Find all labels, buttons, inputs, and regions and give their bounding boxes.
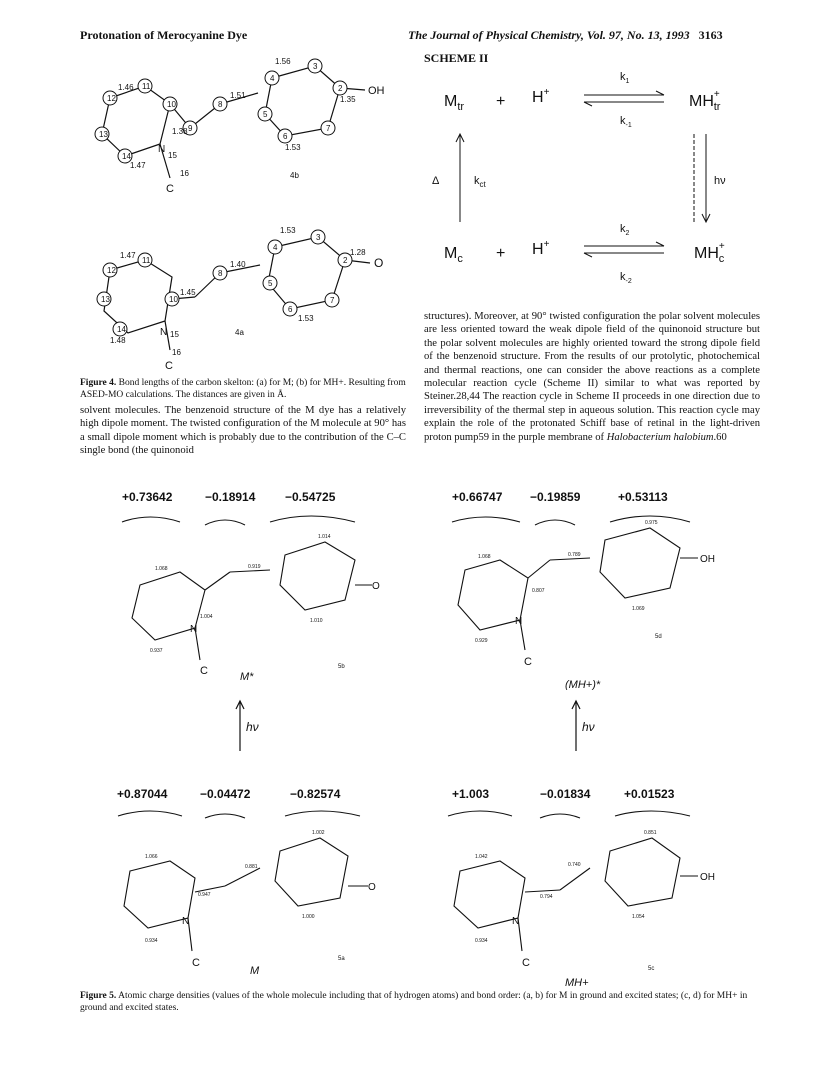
svg-text:12: 12 (107, 94, 116, 103)
charge-5b-1: +0.73642 (122, 490, 173, 504)
figure-5b-structure (110, 510, 390, 690)
scheme-ii (424, 62, 784, 302)
figure-5-caption (80, 990, 760, 1014)
journal-citation (408, 28, 723, 43)
page-number: 3163 (698, 28, 723, 42)
svg-text:C: C (165, 360, 173, 372)
svg-text:C: C (166, 183, 174, 195)
svg-text:OH: OH (368, 85, 385, 97)
charge-5d-2: −0.19859 (530, 490, 581, 504)
svg-text:0.947: 0.947 (198, 892, 211, 898)
svg-text:0.929: 0.929 (475, 638, 488, 644)
svg-text:14: 14 (122, 152, 131, 161)
svg-text:5: 5 (263, 110, 268, 119)
svg-text:11: 11 (142, 82, 151, 91)
svg-text:1.004: 1.004 (200, 614, 213, 620)
svg-text:0.934: 0.934 (145, 938, 158, 944)
svg-text:8: 8 (218, 100, 223, 109)
svg-text:C: C (192, 957, 200, 969)
svg-text:k2: $k_2$ (620, 223, 630, 237)
svg-text:H+: H+ (532, 239, 550, 258)
svg-text:16: 16 (180, 169, 189, 178)
svg-text:Δ: Δ (432, 175, 440, 187)
svg-text:4b: 4b (290, 171, 299, 180)
label-5d: 5d (655, 634, 662, 640)
species-5c: MH+ (565, 977, 589, 986)
hv-label-right: hν (582, 720, 595, 734)
figure-5-caption-label: Figure 5. (80, 991, 117, 1001)
svg-text:k-1: $k_{-1}$ (620, 115, 632, 129)
svg-text:0.937: 0.937 (150, 648, 163, 654)
charge-5a-1: +0.87044 (117, 787, 168, 801)
svg-text:7: 7 (330, 296, 335, 305)
svg-text:N: N (158, 144, 166, 155)
svg-text:OH: OH (700, 872, 715, 883)
svg-text:1.38: 1.38 (172, 127, 188, 136)
svg-text:1.51: 1.51 (230, 91, 246, 100)
svg-text:8: 8 (218, 269, 223, 278)
charge-5b-2: −0.18914 (205, 490, 256, 504)
svg-text:9: 9 (188, 124, 193, 133)
charge-5c-1: +1.003 (452, 787, 490, 801)
svg-text:7: 7 (326, 124, 331, 133)
species-5d: (MH+)* (565, 679, 601, 690)
figure-5-caption-text: Atomic charge densities (values of the whole molecule including that of hydrogen atoms) and bond order: (a, b) for M in ground and excited states; (c, d) for MH+ in ground and excited states. (80, 991, 748, 1013)
svg-text:1.068: 1.068 (478, 554, 491, 560)
svg-text:N: N (160, 327, 168, 338)
svg-text:H+: H+ (532, 87, 550, 106)
svg-text:1.53: 1.53 (280, 226, 296, 235)
svg-text:10: 10 (169, 295, 178, 304)
svg-text:N: N (515, 616, 523, 627)
svg-text:2: 2 (343, 256, 348, 265)
svg-text:3: 3 (316, 233, 321, 242)
svg-text:5: 5 (268, 279, 273, 288)
svg-text:14: 14 (117, 325, 126, 334)
svg-text:15: 15 (170, 330, 179, 339)
figure-5c-structure (440, 806, 740, 986)
right-column-text (424, 310, 760, 444)
svg-text:0.789: 0.789 (568, 552, 581, 558)
svg-text:C: C (524, 656, 532, 668)
reference-end: .60 (713, 431, 727, 443)
svg-text:13: 13 (99, 130, 108, 139)
svg-text:1.47: 1.47 (120, 251, 136, 260)
charge-5d-1: +0.66747 (452, 490, 503, 504)
svg-text:MH+c: MH+ c (694, 241, 725, 265)
svg-text:C: C (200, 665, 208, 677)
svg-text:N: N (182, 916, 190, 927)
svg-text:MH+tr: MH+ tr (689, 89, 721, 113)
svg-text:6: 6 (288, 305, 293, 314)
svg-text:N: N (190, 624, 198, 635)
svg-text:15: 15 (168, 151, 177, 160)
left-column-text: solvent molecules. The benzenoid structure of the M dye has a relatively high dipole moment. The twisted configuration of the M molecule at 90° has a small dipole moment which is probably due to the contribution of the C–C single bond (the quinonoid (80, 405, 406, 457)
svg-text:10: 10 (167, 100, 176, 109)
species-5b: M* (240, 671, 254, 683)
svg-text:1.002: 1.002 (312, 830, 325, 836)
svg-text:1.069: 1.069 (632, 606, 645, 612)
svg-text:k1: $k_1$ (620, 71, 630, 85)
svg-text:hν: hν (714, 175, 726, 187)
svg-text:1.40: 1.40 (230, 260, 246, 269)
scheme-title: SCHEME II (424, 51, 489, 65)
figure-4-caption (80, 377, 410, 401)
figure-4a-structure (80, 225, 410, 375)
svg-text:OH: OH (700, 554, 715, 565)
svg-text:0.934: 0.934 (475, 938, 488, 944)
journal-name: The Journal of Physical Chemistry, Vol. 97, No. 13, 1993 (408, 28, 690, 42)
svg-text:4: 4 (270, 74, 275, 83)
svg-text:1.47: 1.47 (130, 161, 146, 170)
svg-text:k-2: $k_{-2}$ (620, 271, 632, 285)
hv-arrow-right (568, 696, 608, 756)
svg-text:1.56: 1.56 (275, 57, 291, 66)
figure-4-caption-text: Bond lengths of the carbon skelton: (a) for M; (b) for MH+. Resulting from ASED-MO calculations. The distances are given in Å. (80, 378, 406, 400)
species-name: Halobacterium halobium (606, 431, 714, 443)
svg-text:0.975: 0.975 (645, 520, 658, 526)
svg-text:C: C (522, 957, 530, 969)
figure-4b-structure (80, 48, 410, 198)
label-5a: 5a (338, 956, 345, 962)
svg-text:11: 11 (142, 256, 151, 265)
svg-text:+: + (496, 245, 506, 262)
svg-text:6: 6 (283, 132, 288, 141)
scheme-mtr: $M_{tr}$ (444, 93, 465, 113)
svg-text:0.851: 0.851 (644, 830, 657, 836)
svg-text:N: N (512, 916, 520, 927)
svg-text:0.740: 0.740 (568, 862, 581, 868)
svg-text:O: O (368, 882, 376, 893)
svg-text:1.28: 1.28 (350, 248, 366, 257)
svg-text:1.45: 1.45 (180, 288, 196, 297)
svg-text:16: 16 (172, 348, 181, 357)
svg-text:1.46: 1.46 (118, 83, 134, 92)
svg-text:13: 13 (101, 295, 110, 304)
hv-label-left: hν (246, 720, 259, 734)
svg-text:3: 3 (313, 62, 318, 71)
svg-text:Mc: $M_c$ (444, 245, 463, 265)
svg-text:4a: 4a (235, 328, 244, 337)
charge-5c-3: +0.01523 (624, 787, 675, 801)
species-5a: M (250, 965, 260, 977)
svg-text:1.066: 1.066 (145, 854, 158, 860)
svg-text:O: O (372, 581, 380, 592)
figure-5d-structure (440, 510, 740, 690)
svg-text:0.807: 0.807 (532, 588, 545, 594)
running-head: Protonation of Merocyanine Dye (80, 28, 248, 42)
svg-text:1.48: 1.48 (110, 336, 126, 345)
svg-text:0.881: 0.881 (245, 864, 258, 870)
svg-text:1.35: 1.35 (340, 95, 356, 104)
charge-5d-3: +0.53113 (618, 490, 668, 504)
charge-5a-3: −0.82574 (290, 787, 341, 801)
svg-text:1.000: 1.000 (302, 914, 315, 920)
charge-5b-3: −0.54725 (285, 490, 336, 504)
svg-text:12: 12 (107, 266, 116, 275)
charge-5c-2: −0.01834 (540, 787, 591, 801)
svg-text:1.068: 1.068 (155, 566, 168, 572)
svg-text:4: 4 (273, 243, 278, 252)
figure-5a-structure (110, 806, 390, 986)
svg-text:2: 2 (338, 84, 343, 93)
svg-text:1.014: 1.014 (318, 534, 331, 540)
svg-text:1.054: 1.054 (632, 914, 645, 920)
svg-text:1.53: 1.53 (298, 314, 314, 323)
svg-text:1.010: 1.010 (310, 618, 323, 624)
svg-text:1.53: 1.53 (285, 143, 301, 152)
svg-text:kct: $k_{ct}$ (474, 175, 486, 189)
right-paragraph: structures). Moreover, at 90° twisted configuration the polar solvent molecules are less oriented toward the weak dipole field of the quinonoid structure but the polar solvent molecules are highly oriented toward the strong dipole field of the benzenoid structure. From the results of our protolytic, photochemical and thermal reactions, one can consider the above reactions as a complete molecular reaction cycle (Scheme II) similar to what was reported by Steiner.28,44 The reaction cycle in Scheme II proceeds in one direction due to irreversibility of the thermal step in aqueous solution. This reaction cycle may explain the role of the protonated Schiff base of retinal in the light-driven proton pump59 in the purple membrane of (424, 311, 760, 443)
svg-text:0.919: 0.919 (248, 564, 261, 570)
svg-text:O: O (374, 256, 384, 270)
hv-arrow-left (232, 696, 272, 756)
figure-4-caption-label: Figure 4. (80, 378, 117, 388)
svg-text:1.042: 1.042 (475, 854, 488, 860)
svg-text:0.794: 0.794 (540, 894, 553, 900)
label-5b: 5b (338, 664, 345, 670)
svg-text:+: + (496, 93, 506, 110)
label-5c: 5c (648, 966, 655, 972)
charge-5a-2: −0.04472 (200, 787, 251, 801)
